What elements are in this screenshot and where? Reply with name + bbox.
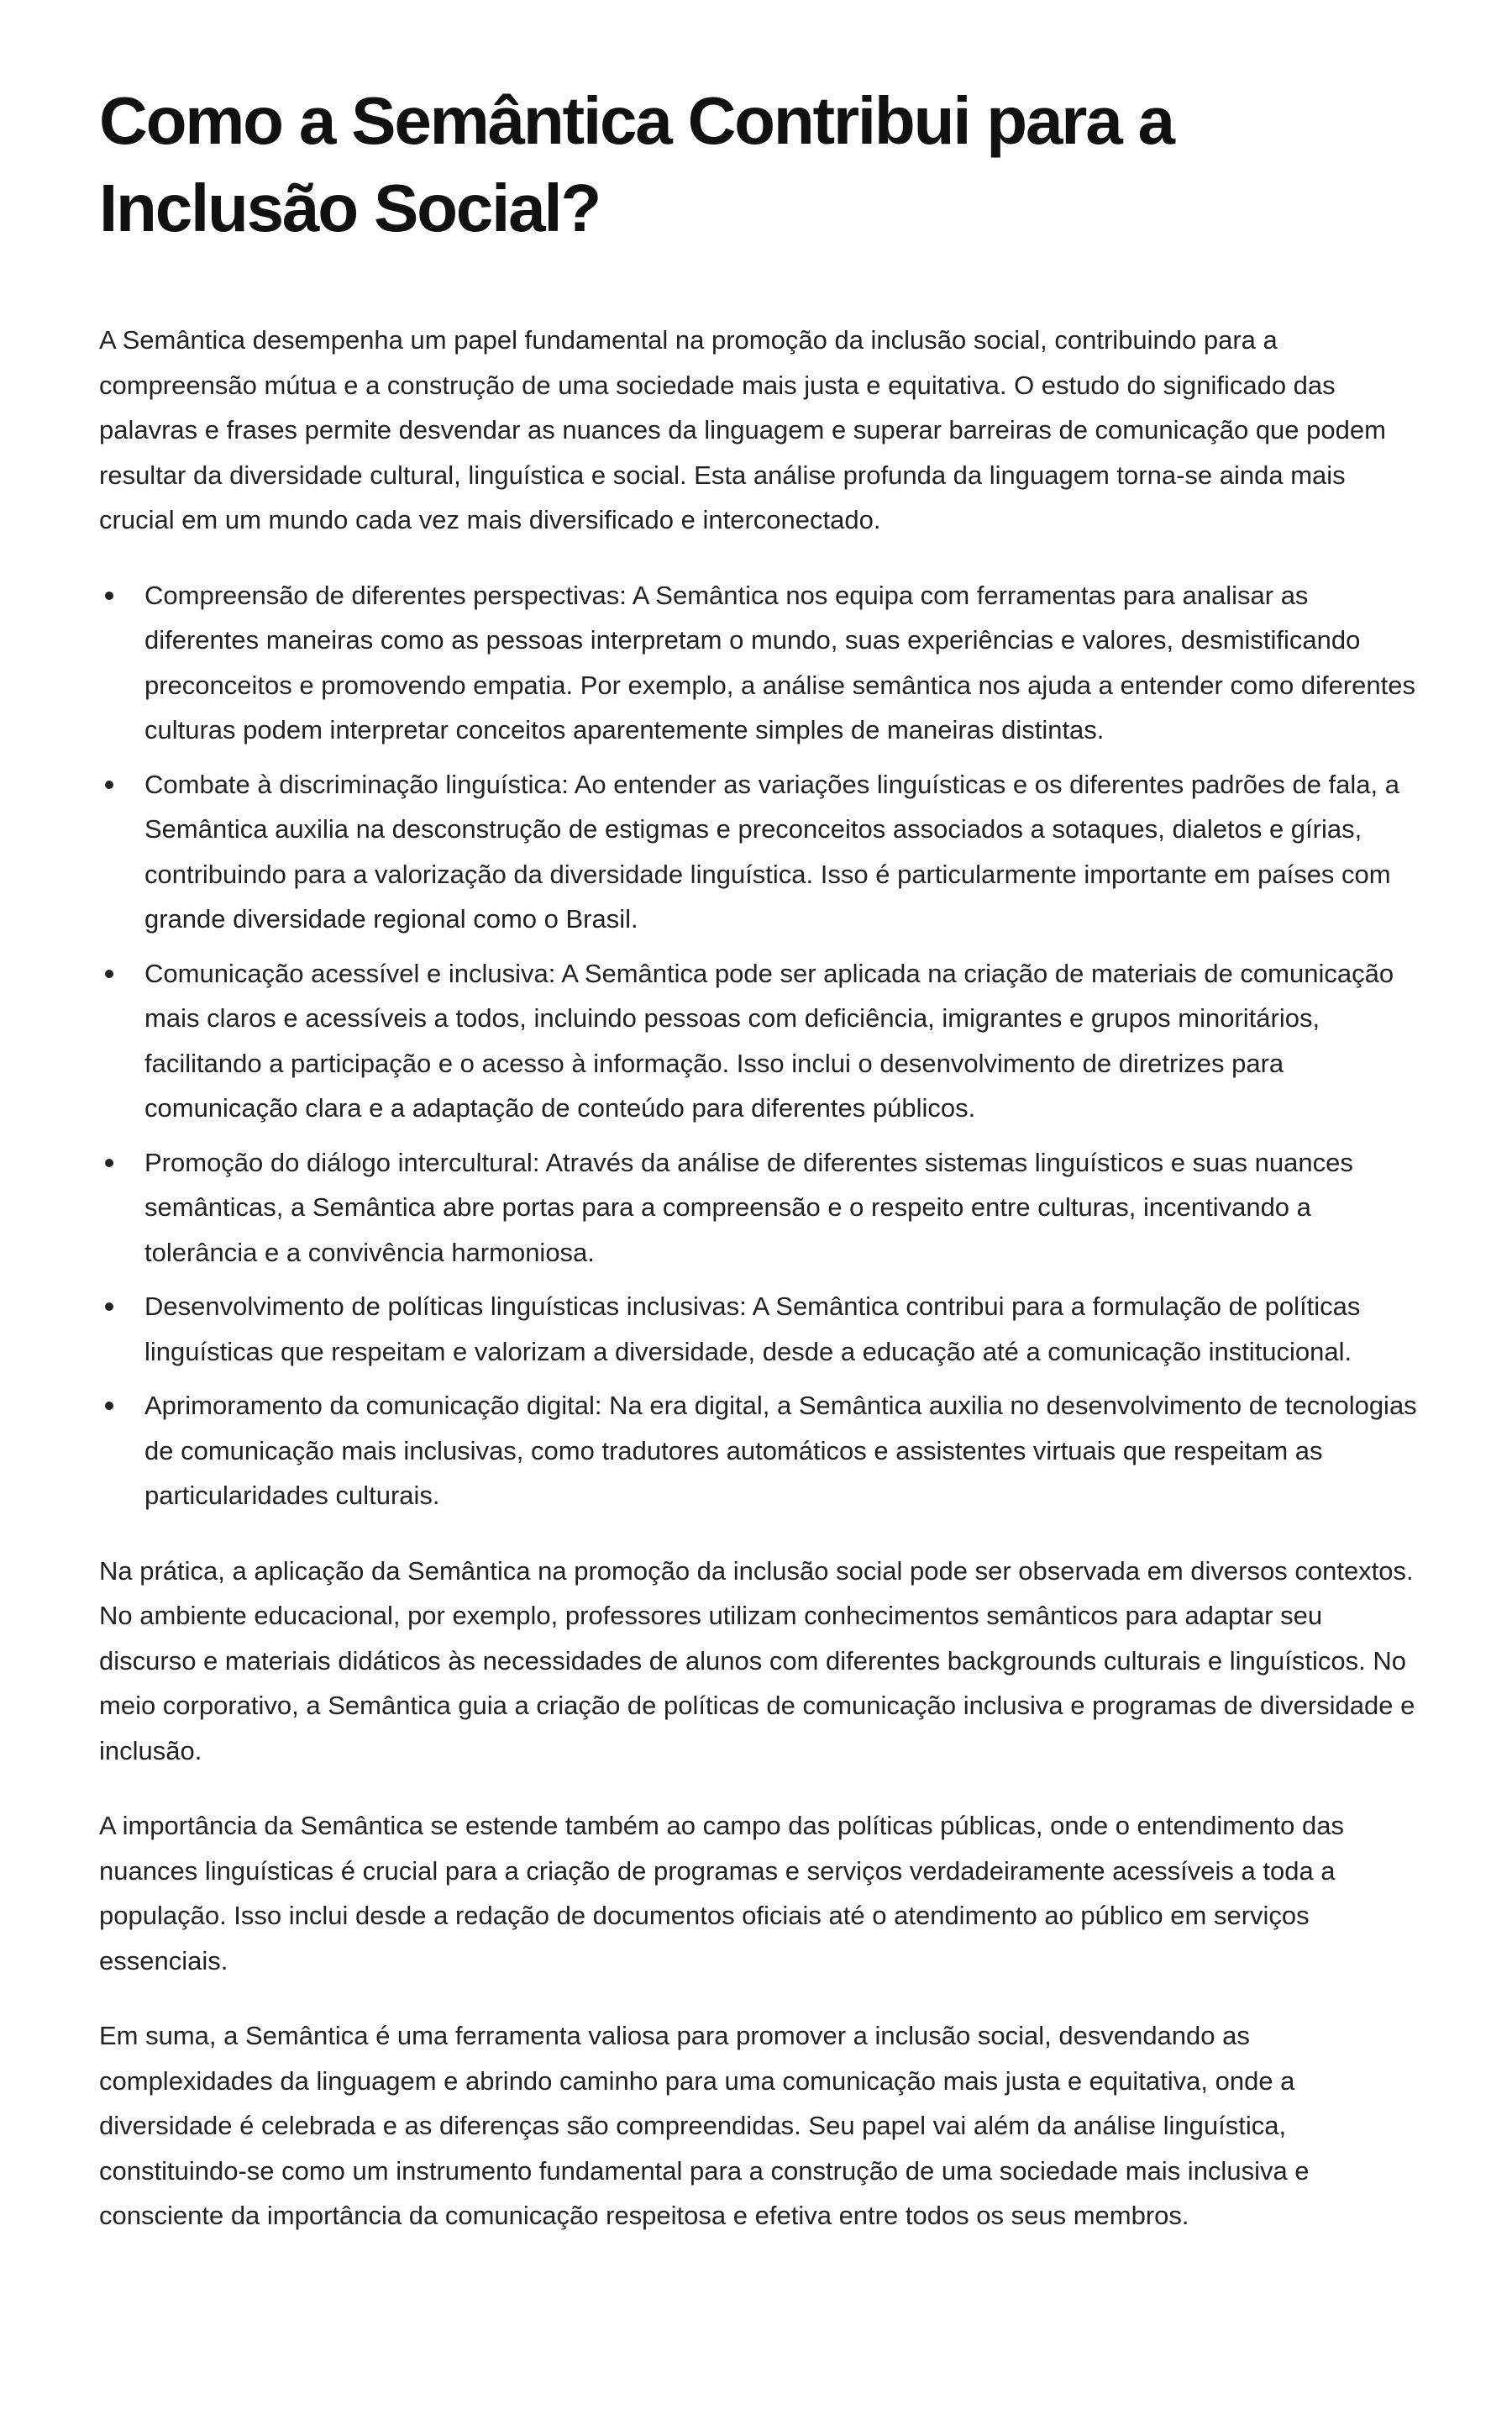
body-paragraph: Em suma, a Semântica é uma ferramenta valiosa para promover a inclusão social, desvendando as complexidades da linguagem e abrindo caminho para uma comunicação mais justa e equitativa, onde a diversidade é celebrada e as diferenças são compreendidas. Seu papel vai além da análise linguística, constituindo-se como um instrumento fundamental para a construção de uma sociedade mais inclusiva e consciente da importância da comunicação respeitosa e efetiva entre todos os seus membros. (99, 2021, 1310, 2230)
bullet-list (99, 573, 1421, 1518)
list-item: Compreensão de diferentes perspectivas: A Semântica nos equipa com ferramentas para analisar as diferentes maneiras como as pessoas interpretam o mundo, suas experiências e valores, desmistificando preconceitos e promovendo empatia. Por exemplo, a análise semântica nos ajuda a entender como diferentes culturas podem interpretar conceitos aparentemente simples de maneiras distintas. (144, 573, 1421, 753)
body-paragraph: A importância da Semântica se estende também ao campo das políticas públicas, onde o entendimento das nuances linguísticas é crucial para a criação de programas e serviços verdadeiramente acessíveis a toda a população. Isso inclui desde a redação de documentos oficiais até o atendimento ao público em serviços essenciais. (99, 1811, 1345, 1975)
list-item: Desenvolvimento de políticas linguísticas inclusivas: A Semântica contribui para a formulação de políticas linguísticas que respeitam e valorizam a diversidade, desde a educação até a comunicação institucional. (144, 1284, 1421, 1374)
list-item: Aprimoramento da comunicação digital: Na era digital, a Semântica auxilia no desenvolvimento de tecnologias de comunicação mais inclusivas, como tradutores automáticos e assistentes virtuais que respeitam as particularidades culturais. (144, 1383, 1421, 1518)
page-title: Como a Semântica Contribui para a Inclusão Social? (99, 83, 1173, 245)
list-item: Comunicação acessível e inclusiva: A Semântica pode ser aplicada na criação de materiais de comunicação mais claros e acessíveis a todos, incluindo pessoas com deficiência, imigrantes e grupos minoritários, facilitando a participação e o acesso à informação. Isso inclui o desenvolvimento de diretrizes para comunicação clara e a adaptação de conteúdo para diferentes públicos. (144, 951, 1421, 1131)
body-paragraph: Na prática, a aplicação da Semântica na promoção da inclusão social pode ser observada em diversos contextos. No ambiente educacional, por exemplo, professores utilizam conhecimentos semânticos para adaptar seu discurso e materiais didáticos às necessidades de alunos com diferentes backgrounds culturais e linguísticos. No meio corporativo, a Semântica guia a criação de políticas de comunicação inclusiva e programas de diversidade e inclusão. (99, 1555, 1415, 1765)
list-item: Promoção do diálogo intercultural: Através da análise de diferentes sistemas linguísticos e suas nuances semânticas, a Semântica abre portas para a compreensão e o respeito entre culturas, incentivando a tolerância e a convivência harmoniosa. (144, 1140, 1421, 1276)
intro-paragraph: A Semântica desempenha um papel fundamental na promoção da inclusão social, contribuindo para a compreensão mútua e a construção de uma sociedade mais justa e equitativa. O estudo do significado das palavras e frases permite desvendar as nuances da linguagem e superar barreiras de comunicação que podem resultar da diversidade cultural, linguística e social. Esta análise profunda da linguagem torna-se ainda mais crucial em um mundo cada vez mais diversificado e interconectado. (99, 325, 1386, 534)
list-item: Combate à discriminação linguística: Ao entender as variações linguísticas e os diferentes padrões de fala, a Semântica auxilia na desconstrução de estigmas e preconceitos associados a sotaques, dialetos e gírias, contribuindo para a valorização da diversidade linguística. Isso é particularmente importante em países com grande diversidade regional como o Brasil. (144, 762, 1421, 942)
